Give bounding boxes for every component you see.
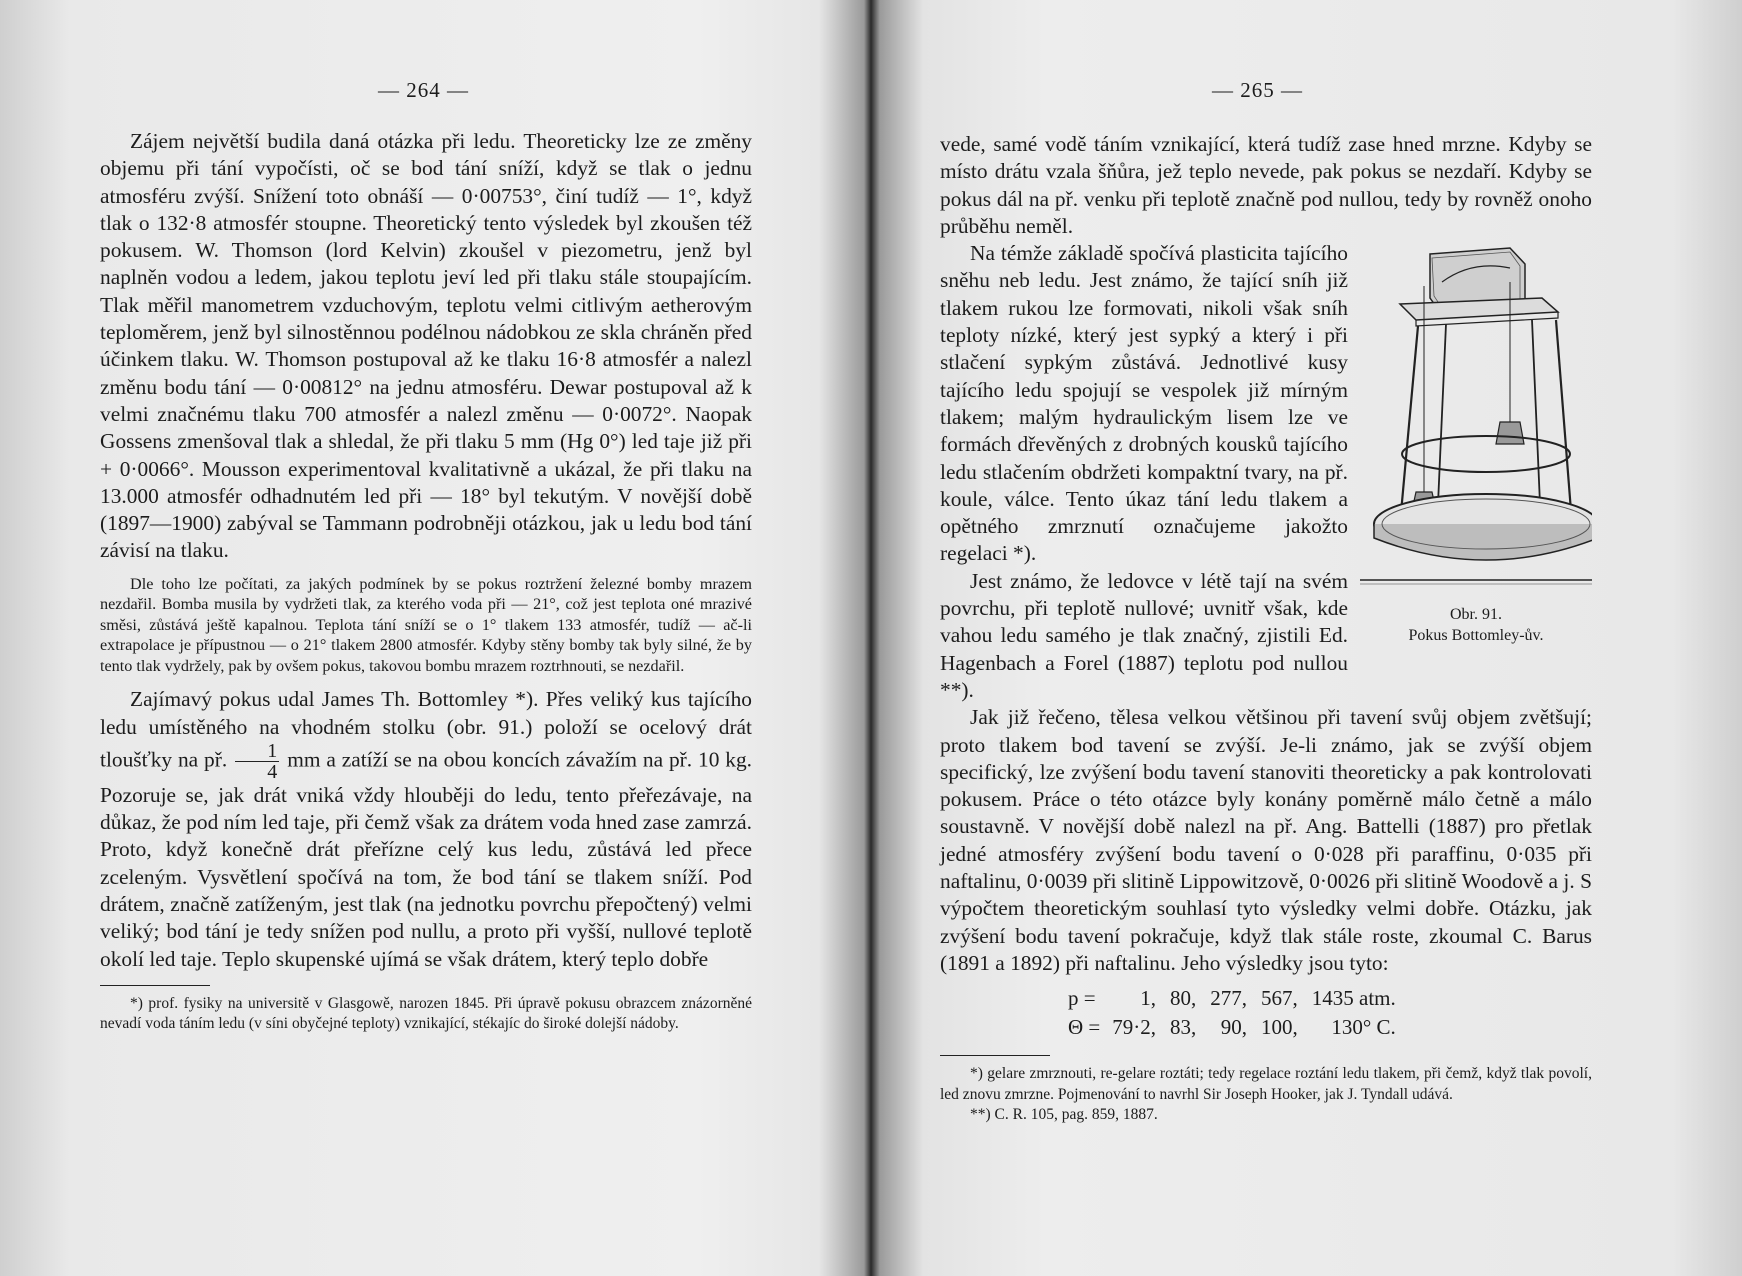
paragraph: Jak již řečeno, tělesa velkou většinou při tavení svůj objem zvětšují; proto tlakem bod tavení se zvýší. Je-li známo, jak se zvýší objem specifický, lze zvýšení bodu tavení stanoviti theoreticky a pak kontrolovati pokusem. Práce o této otázce byly konány poměrně málo četně a málo soustavně. V novější době nalezl na př. Ang. Battelli (1887) pro přetlak jedné atmosféry zvýšení bodu tavení o 0·028 při paraffinu, 0·035 při naftalinu, 0·0039 při slitině Lippowitzově, 0·0026 při slitině Woodově a j. S výpočtem theoretickým souhlasí tyto výsledky velmi dobře. Otázku, jak zvýšení bodu tavení pokračuje, když tlak stále roste, zkoumal C. Barus (1891 a 1892) při naftalinu. Jeho výsledky jsou tyto:: [940, 705, 1592, 975]
table-cell: 277,: [1210, 986, 1248, 1011]
right-page-body: [940, 131, 1592, 1126]
table-row-label: p =: [1068, 986, 1096, 1011]
footnote-rule: [100, 985, 210, 986]
table-cell: 80,: [1170, 986, 1197, 1011]
paragraph: [100, 686, 752, 973]
figure-title: Pokus Bottomley-ův.: [1408, 627, 1544, 645]
page-number: — 265 —: [1212, 78, 1303, 102]
table-cell: 79·2,: [1112, 1015, 1157, 1040]
figure-caption: [1360, 604, 1592, 646]
paragraph-text: Zajímavý pokus udal James Th. Bottomley *). Přes veliký kus tajícího ledu umístěného na vhodném stolku (obr. 91.) položí se ocelový drát tloušťky na př.: [100, 687, 752, 772]
table-row-label: Θ =: [1068, 1015, 1101, 1040]
footnote: *) gelare zmrznouti, re-gelare roztáti; tedy regelace roztání ledu tlakem, při čemž, když tlak povolí, led znovu zmrzne. Pojmenování to navrhl Sir Joseph Hooker, jak J. Tyndall udává.: [940, 1065, 1592, 1103]
small-print-note: Dle toho lze počítati, za jakých podmínek by se pokus roztržení železné bomby mrazem nezdařil. Bomba musila by vydržeti tlak, za kterého voda při — 21°, což jest teplota oné mrazivé směsi, zůstává ještě kapalnou. Teplota tání sníží se o 1° tlakem 133 atmosfér, tudíž — ač-li extrapolace je přípustnou — o 21° tlakem 2800 atmosfér. Kdyby stěny bomby tak byly silné, že by tento tlak vydržely, pak by ovšem pokus, takovou bombu mrazem roztrhnouti, se nezdařil.: [100, 574, 752, 675]
paragraph: Jest známo, že ledovce v létě tají na svém povrchu, při teplotě nullové; uvnitř však, kde vahou ledu samého je tlak značný, zjistili Ed. Hagenbach a Forel (1887) teplotu pod nullou **).: [940, 568, 1348, 702]
table-row: [1062, 1014, 1402, 1041]
page-number: — 264 —: [378, 78, 469, 102]
results-table: [1060, 983, 1404, 1043]
table-cell: 567,: [1261, 986, 1298, 1011]
table-row: [1062, 985, 1402, 1012]
left-page: [0, 0, 866, 1276]
fraction-numerator: 1: [235, 741, 279, 762]
fraction-denominator: 4: [267, 760, 278, 783]
footnote-rule: [940, 1055, 1050, 1056]
table-cell: 90,: [1220, 1015, 1248, 1040]
paragraph: Zájem největší budila daná otázka při ledu. Theoreticky lze ze změny objemu při tání vypočísti, oč se bod tání sníží, když se tlak o jednu atmosféru zvýší. Snížení toto obnáší — 0·00753°, činí tudíž — 1°, když tlak o 132·8 atmosfér stoupne. Theoretický tento výsledek byl zkoušen též pokusem. W. Thomson (lord Kelvin) zkoušel v piezometru, jenž byl naplněn vodou a ledem, jakou teplotu jeví led při tlaku stále stoupajícím. Tlak měřil manometrem vzduchovým, teplotu velmi citlivým aetherovým teploměrem, jenž byl silnostěnnou podélnou nádobkou ze skla chráněn před účinkem tlaku. W. Thomson postupoval až ke tlaku 16·8 atmosfér a nalezl změnu bodu tání — 0·00812° na jednu atmosféru. Dewar postupoval až k velmi značnému tlaku 700 atmosfér a nalezl změnu — 0·0072°. Naopak Gossens zmenšoval tlak a shledal, že při tlaku 5 mm (Hg 0°) led taje již při + 0·0066°. Mousson experimentoval kvalitativně a ukázal, že při tlaku na 13.000 atmosfér odhadnutém led při — 18° byl tekutým. V novější době (1897—1900) zabýval se Tammann podrobněji otázkou, jak u ledu bod tání závisí na tlaku.: [100, 129, 752, 563]
paragraph-text: mm a zatíží se na obou koncích závažím na př. 10 kg. Pozoruje se, jak drát vniká vždy hlouběji do ledu, tento přeřezávaje, na důkaz, že pod ním led taje, při čemž však za drátem voda hned zase zamrzá. Proto, když konečně drát přeřízne celý kus ledu, zůstává led přece zceleným. Vysvětlení spočívá na tom, že bod tání se tlakem sníží. Pod drátem, značně zatíženým, jest tlak (na jednotku povrchu přepočtený) velmi veliký; bod tání je tedy snížen pod nullu, a proto při vyšší, nullové teplotě okolí led taje. Teplo skupenské ujímá se však drátem, který teplo dobře: [100, 747, 752, 971]
paragraph: vede, samé vodě táním vznikající, která tudíž zase hned mrzne. Kdyby se místo drátu vzala šňůra, jež teplo nevede, pak pokus se nezdaří. Kdyby se pokus dál na př. venku při teplotě značně pod nullou, tedy by rovněž onoho průběhu neměl.: [940, 132, 1592, 238]
figure-91: [1360, 242, 1592, 652]
left-page-body: [100, 128, 752, 1035]
table-cell: 100,: [1261, 1015, 1298, 1040]
bottomley-apparatus-illustration: [1360, 242, 1592, 602]
table-cell: 83,: [1170, 1015, 1197, 1040]
table-cell: 1435 atm.: [1311, 986, 1396, 1011]
right-page: [872, 0, 1742, 1276]
figure-number: Obr. 91.: [1450, 606, 1502, 624]
footnote: **) C. R. 105, pag. 859, 1887.: [970, 1106, 1158, 1124]
fraction: [235, 741, 279, 782]
paragraph: Na témže základě spočívá plasticita tajícího sněhu neb ledu. Jest známo, že tající sníh již tlakem rukou lze formovati, nikoli však sníh teploty nízké, který jest sypký a který i při stlačení sypkým zůstává. Jednotlivé kusy tajícího ledu spojují se vespolek již mírným tlakem; malým hydraulickým lisem lze ve formách dřevěných z drobných kousků tajícího ledu stlačením obdržeti kompaktní tvary, na př. koule, válce. Tento úkaz tání ledu tlakem a opětného zmrznutí označujeme jakožto regelaci *).: [940, 241, 1348, 566]
table-cell: 130° C.: [1331, 1015, 1396, 1040]
table-cell: 1,: [1140, 986, 1157, 1011]
footnote: *) prof. fysiky na universitě v Glasgowě, narozen 1845. Při úpravě pokusu obrazcem znázorněné nevadí voda táním ledu (v síni obyčejné teploty) vznikající, stékajíc do široké dolejší nádoby.: [100, 994, 752, 1033]
